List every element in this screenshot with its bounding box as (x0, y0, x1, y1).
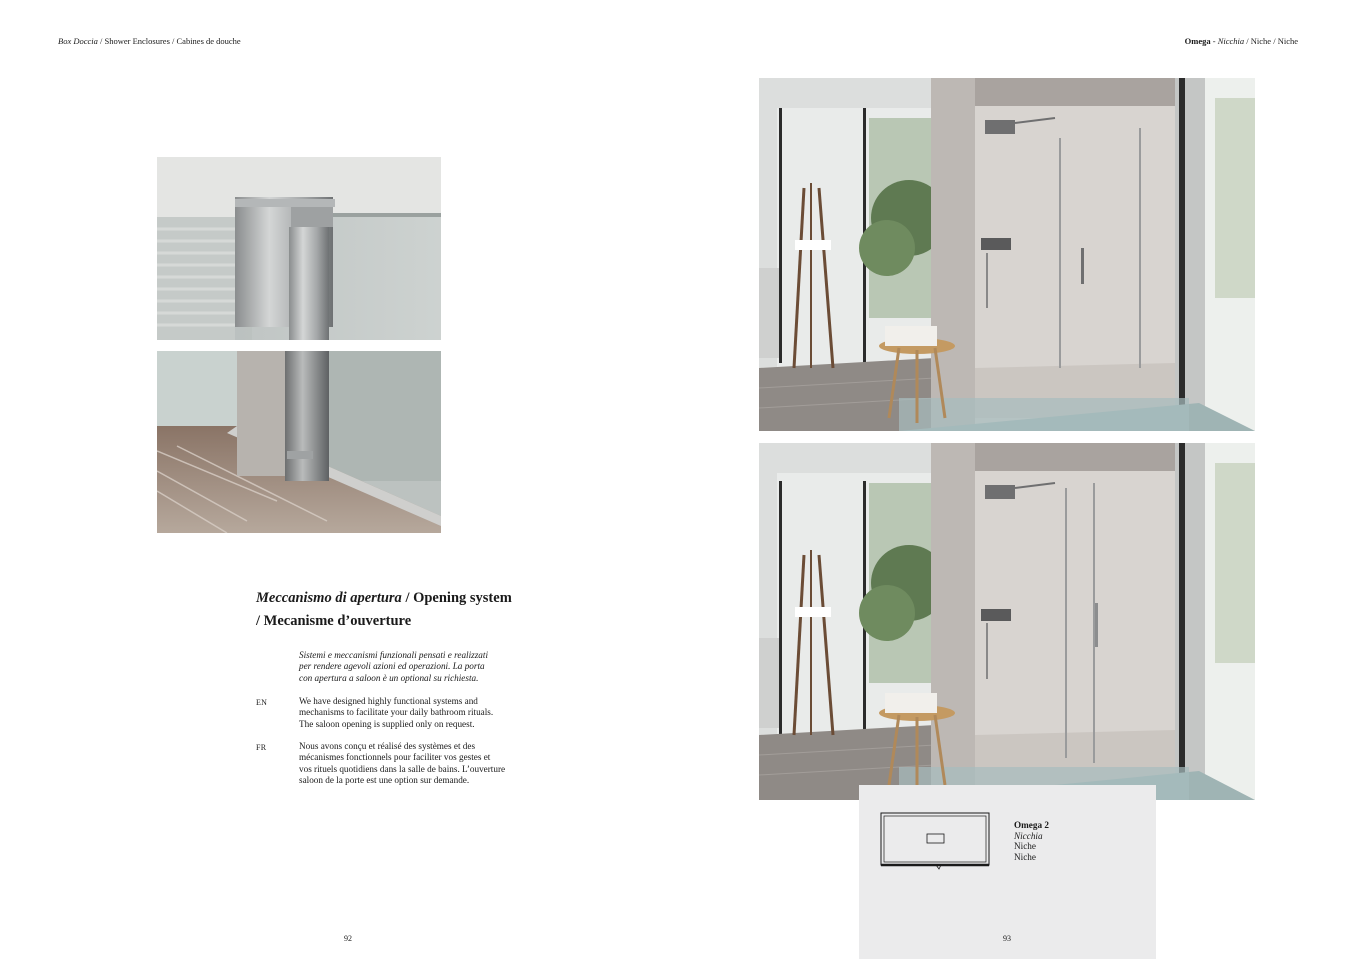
lang-label-fr: FR (256, 743, 267, 752)
paragraph-line: mechanisms to facilitate your daily bathroom rituals. (299, 707, 494, 718)
paragraph-line: mécanismes fonctionnels pour faciliter vos gestes et (299, 752, 491, 763)
paragraph-line: per rendere agevoli azioni ed operazioni. La porta (299, 661, 485, 672)
header-breadcrumb-left (58, 36, 241, 46)
section-title (256, 587, 556, 633)
product-type-italian: Nicchia (1014, 830, 1043, 841)
rail-bottom-illustration (157, 351, 441, 533)
shower-scene-top (759, 78, 1255, 431)
paragraph-line: We have designed highly functional systems and (299, 696, 478, 706)
shower-scene-bottom (759, 443, 1255, 800)
shower-photo-top (759, 78, 1255, 431)
paragraph-line: con apertura a saloon è un optional su richiesta. (299, 672, 479, 683)
header-left-translations: / Shower Enclosures / Cabines de douche (97, 36, 241, 46)
header-left-category: Box Doccia (58, 36, 98, 46)
paragraph-line: The saloon opening is supplied only on request. (299, 718, 475, 729)
paragraph-italian (299, 650, 488, 684)
lang-label-en: EN (256, 698, 268, 707)
header-right-rest: / Niche / Niche (1244, 36, 1298, 46)
product-panel (859, 785, 1156, 959)
product-panel-text (1014, 820, 1049, 862)
paragraph-french (299, 741, 505, 787)
page-number-right: 93 (1003, 934, 1011, 943)
product-type-en: Niche (1014, 841, 1036, 852)
paragraph-line: saloon de la porte est une option sur demande. (299, 775, 470, 786)
page-number-left: 92 (344, 934, 352, 943)
header-right-italic: Nicchia (1217, 36, 1245, 46)
paragraph-line: vos rituels quotidiens dans la salle de bains. L’ouverture (299, 763, 506, 774)
section-title-italic: Meccanismo di apertura (256, 590, 402, 606)
section-title-line2: / Mecanisme d’ouverture (256, 613, 412, 629)
header-right-product: Omega (1184, 36, 1211, 46)
hinge-top-illustration (157, 157, 441, 340)
detail-photo-rail-bottom (157, 351, 441, 533)
product-type-fr: Niche (1014, 851, 1036, 862)
paragraph-english (299, 696, 493, 730)
header-right-sep: - (1210, 36, 1218, 46)
section-title-en: / Opening system (401, 590, 512, 606)
floor-plan-diagram (879, 811, 993, 871)
header-breadcrumb-right (1185, 36, 1298, 46)
paragraph-line: Sistemi e meccanismi funzionali pensati e realizzati (299, 650, 489, 660)
paragraph-line: Nous avons conçu et réalisé des systèmes et des (299, 741, 476, 751)
shower-photo-bottom (759, 443, 1255, 800)
detail-photo-hinge-top (157, 157, 441, 340)
product-name: Omega 2 (1014, 820, 1049, 830)
section-title-line1 (256, 587, 556, 610)
